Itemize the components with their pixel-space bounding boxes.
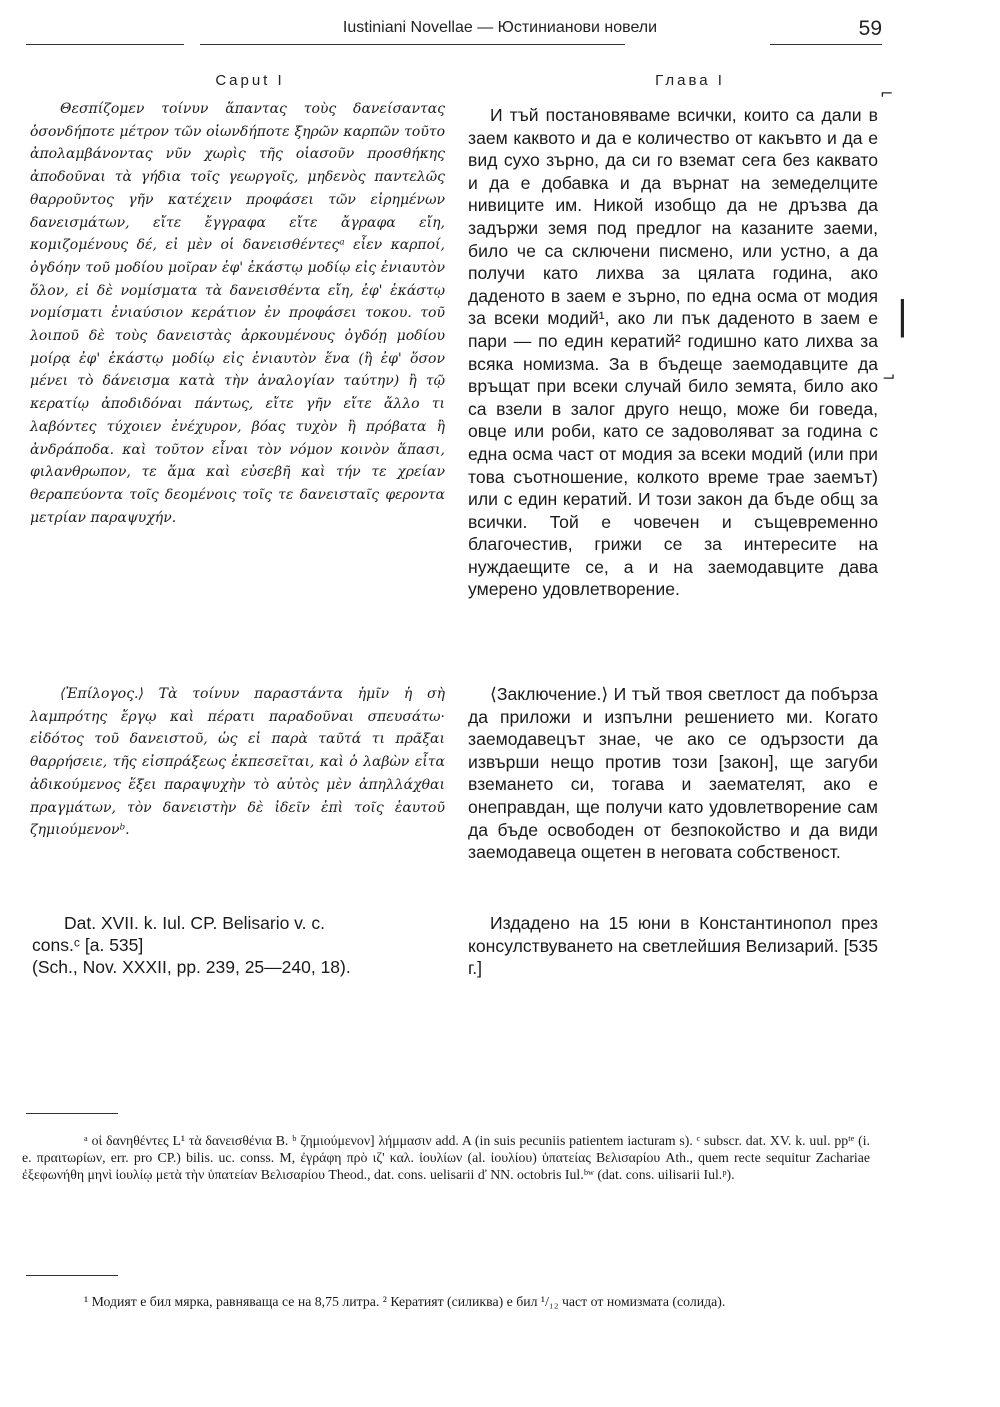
header-rule-right xyxy=(770,44,882,45)
bulgarian-paragraph-main: И тъй постановяваме всички, които са дали в заем каквото и да е количество от какъвто и да е вид сухо зърно, да си го вземат сега без каквато и да е добавка и да върнат на земеделците нивиците им. Никой изобщо да не дръзва да задържи земя под предлог на казаните заеми, било че са сключени писмено, или устно, а да получи като лихва за цялата година, ако даденото в заем е зърно, по една осма от модия за всеки модий¹, ако ли пък даденото в заем е пари — по един кератий² годишно като лихва за всяка номизма. За в бъдеще заемодавците да връщат при всеки случай било земята, било ако са взели в залог друго нещо, може би говеда, овце или роби, като се задоволяват за година с една осма част от модия за всеки модий (или при това съотношение, колкото време трае заемът) или с един кератий. И този закон да бъде общ за всички. Той е човечен и същевременно благочестив, грижи се за интересите на нуждаещите се, а и на заемодавците дава умерено удовлетворение. xyxy=(468,105,878,600)
footnote-rule-2 xyxy=(26,1275,118,1276)
greek-caption: Caput I xyxy=(215,72,285,89)
margin-mark-top: ⌐ xyxy=(880,84,894,103)
greek-epilogue-block xyxy=(30,683,445,842)
dat-line-1: Dat. XVII. k. Iul. CP. Belisario v. c. xyxy=(64,913,325,933)
header-rule-left xyxy=(26,44,184,45)
critical-footnotes xyxy=(22,1132,870,1183)
bulgarian-paragraph-dated: Издадено на 15 юни в Константинопол през консулствуването на светлейшия Велизарий. [535 г.] xyxy=(468,913,878,979)
dat-subscription xyxy=(32,912,464,978)
dat-line-2: cons.ᶜ [a. 535] xyxy=(32,935,144,955)
footnote-rule-1 xyxy=(26,1113,118,1114)
bulgarian-text-block xyxy=(468,104,878,601)
greek-text-block xyxy=(30,98,445,529)
margin-mark-bottom: ⌐ xyxy=(882,368,896,387)
bulgarian-dated-block xyxy=(468,912,878,980)
greek-paragraph-epilogue: ⟨Ἐπίλογος.⟩ Τὰ τοίνυν παραστάντα ἡμῖν ἡ σὴ λαμπρότης ἔργῳ καὶ πέρατι παραδοῦναι σπευσάτω· εἰδότος τοῦ δανειστοῦ, ὡς εἰ παρὰ ταῦτά τι πρᾶξαι θαρρήσειε, τῆς εἰσπράξεως ἐκπεσεῖται, καὶ ὁ λαβὼν εἶτα ἀδικούμενος ἕξει παραψυχὴν τὸ αὐτὸς μὲν ἀπηλλάχθαι πραγμάτων, τὸν δανειστὴν δὲ ἰδεῖν ἐπὶ τοῖς ἑαυτοῦ ζημιούμενονᵇ. xyxy=(30,686,445,839)
margin-line-mark: | xyxy=(896,293,909,337)
greek-paragraph-main: Θεσπίζομεν τοίνυν ἅπαντας τοὺς δανείσαντας ὁσονδήποτε μέτρον τῶν οἱωνδήποτε ξηρῶν καρπῶν τοῦτο ἀπολαμβάνοντας νῦν χωρὶς τῆς οἱασοῦν προσθήκης ἀποδοῦναι τὰ γήδια τοῖς γεωργοῖς, μηδενὸς παντελῶς θαρροῦντος γῆν κατέχειν προφάσει τῶν εἰρημένων δανεισμάτων, εἴτε ἔγγραφα εἴτε ἄγραφα εἴη, κομιζομένους δέ, εἰ μὲν οἱ δανεισθέντεςᵃ εἶεν καρποί, ὀγδόην τοῦ μοδίου μοῖραν ἐφ' ἑκάστῳ μοδίῳ εἰς ἐνιαυτὸν ὅλον, εἰ δὲ νομίσματα τὰ δανεισθέντα εἴη, ἐφ' ἑκάστῳ νομίσματι ἐνιαύσιον κεράτιον ἐν προφάσει τοκου. τοῦ λοιποῦ δὲ τοὺς δανειστὰς ἀρκουμένους ὀγδόῃ μοδίου μοίρᾳ ἐφ' ἑκάστῳ μοδίῳ εἰς ἐνιαυτὸν ἕνα (ἢ ἐφ' ὅσον μένει τὸ δάνεισμα κατὰ τὴν ἀναλογίαν ταύτην) ἢ τῷ κερατίῳ ἀποδιδόναι πάντως, εἴτε γῆν εἴτε ἄλλο τι λαβόντες τύχοιεν ἐνέχυρον, βόας τυχὸν ἢ πρόβατα ἢ ἀνδράποδα. καὶ τοῦτον εἶναι τὸν νόμον κοινὸν ἅπασι, φιλανθρωπον, τε ἅμα καὶ εὐσεβῆ καὶ τήν τε χρείαν θεραπεύοντα τοῖς δεομένοις τοῖς τε δανεισταῖς φεροντα μετρίαν παραψυχήν. xyxy=(30,101,445,526)
bulgarian-caption: Глава I xyxy=(655,72,725,89)
explanatory-footnotes xyxy=(22,1293,870,1310)
running-header: Iustiniani Novellae — Юстинианови новели xyxy=(342,19,658,36)
bulgarian-paragraph-conclusion: ⟨Заключение.⟩ И тъй твоя светлост да побърза да приложи и изпълни решението ми. Когато заемодавецът знае, че ако се одързости да извърши нещо против този [закон], ще загуби вземането си, тогава и заемателят, ако е онеправдан, ще получи като удовлетворение сам да бъде освободен от безпокойство и да види заемодавеца ощетен в неговата собственост. xyxy=(468,684,878,863)
page-number: 59 xyxy=(858,17,882,40)
header-rule-center xyxy=(200,44,625,45)
bulgarian-conclusion-block xyxy=(468,683,878,864)
critical-apparatus: ᵃ οἱ δανηθέντες L¹ τὰ δανεισθένια B. ᵇ ζημιούμενον] λήμμασιν add. A (in suis pecuniis patientem iacturam s). ᶜ subscr. dat. XV. k. uul. ppᵗᵉ (i. e. πραιτωρίων, err. pro CP.) bilis. uc. conss. M, ἐγράφη πρὸ ιζ' καλ. ἰουλίων (al. ἰουλίου) ὑπατείας Βελισαρίου Ath., quem recte sequitur Zachariae ἐξεφωνήθη μηνὶ ἰουλίῳ μετὰ τὴν ὑπατείαν Βελισαρίου Theod., dat. cons. uelisarii ď NN. octobris Iul.ᵇʷ (dat. cons. uilisarii Iul.ᵖ). xyxy=(22,1133,870,1182)
explanatory-notes: ¹ Модият е бил мярка, равняваща се на 8,75 литра. ² Кератият (силиква) е бил ¹/₁₂ част от номизмата (солида). xyxy=(84,1294,726,1309)
dat-line-3: (Sch., Nov. XXXII, pp. 239, 25—240, 18). xyxy=(32,957,351,977)
